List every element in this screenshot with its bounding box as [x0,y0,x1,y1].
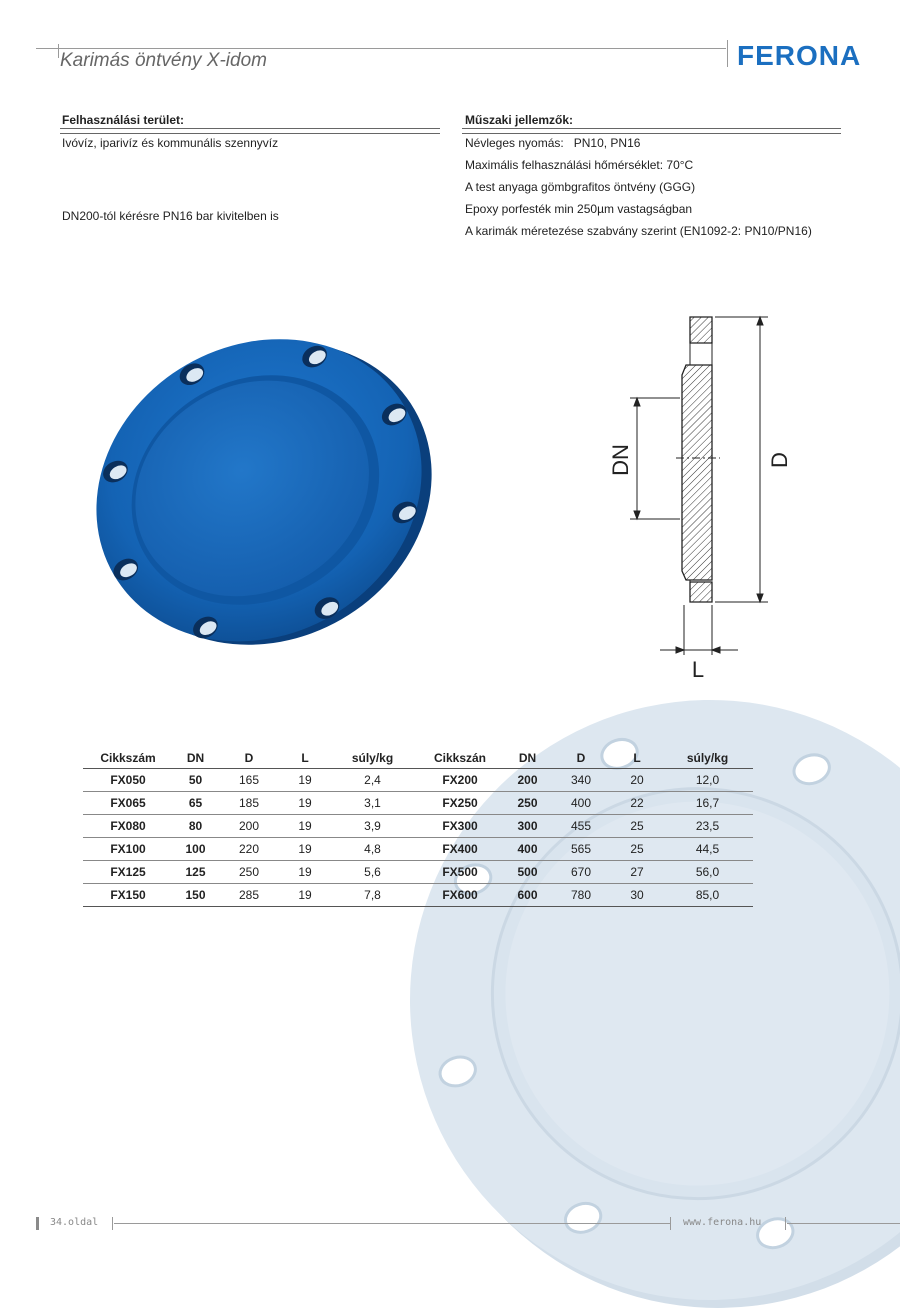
usage-line-1: Ivóvíz, iparivíz és kommunális szennyvíz [62,136,279,150]
table-cell: 16,7 [662,792,753,815]
table-cell: 27 [612,861,662,884]
header-separator [727,40,728,67]
table-cell: 19 [280,769,330,792]
table-cell: 400 [550,792,612,815]
specs-line-1: Maximális felhasználási hőmérséklet: 70°C [465,158,694,172]
table-cell: 220 [218,838,280,861]
table-cell: 50 [173,769,218,792]
specs-heading: Műszaki jellemzők: [465,113,574,127]
col-header: súly/kg [330,748,415,769]
specs-pressure [465,136,640,150]
table-cell: FX050 [83,769,173,792]
drawing-label-d: D [767,452,792,468]
table-row [83,884,753,907]
drawing-label-l: L [691,657,705,682]
drawing-label-dn: DN [608,444,633,476]
table-cell: 400 [505,838,550,861]
table-cell: 185 [218,792,280,815]
flange-product-image [85,320,435,665]
col-header: L [280,748,330,769]
table-row [83,769,753,792]
specs-line-3: Epoxy porfesték min 250µm vastagságban [465,202,693,216]
table-cell: 150 [173,884,218,907]
table-cell: FX200 [415,769,505,792]
usage-heading: Felhasználási terület: [62,113,185,127]
table-cell: 780 [550,884,612,907]
footer-bar [36,1217,39,1230]
footer-rule [114,1223,670,1224]
table-cell: 44,5 [662,838,753,861]
table-cell: 65 [173,792,218,815]
usage-line-2: DN200-tól kérésre PN16 bar kivitelben is [62,209,279,223]
footer-separator [670,1217,671,1230]
col-header: Cikkszám [83,748,173,769]
table-cell: 300 [505,815,550,838]
table-cell: FX150 [83,884,173,907]
pressure-label: Névleges nyomás: [465,136,564,150]
table-cell: 285 [218,884,280,907]
table-cell: 20 [612,769,662,792]
col-header: L [612,748,662,769]
logo-text: FERONA [737,40,862,71]
flange-section-drawing [600,305,800,685]
specs-heading-rule [462,128,841,134]
footer-separator [112,1217,113,1230]
table-row [83,838,753,861]
table-cell: 25 [612,815,662,838]
table-cell: 2,4 [330,769,415,792]
table-cell: FX300 [415,815,505,838]
table-cell: FX125 [83,861,173,884]
page-title: Karimás öntvény X-idom [60,50,267,71]
table-header-row [83,748,753,769]
table-cell: 56,0 [662,861,753,884]
specs-line-4: A karimák méretezése szabvány szerint (EN1092-2: PN10/PN16) [465,224,812,238]
table-cell: FX400 [415,838,505,861]
table-cell: FX100 [83,838,173,861]
table-cell: 5,6 [330,861,415,884]
footer-page-number: 34.oldal [50,1217,99,1228]
table-cell: 3,9 [330,815,415,838]
table-row [83,815,753,838]
table-cell: 19 [280,838,330,861]
footer-url[interactable]: www.ferona.hu [683,1217,762,1228]
table-cell: 3,1 [330,792,415,815]
table-row [83,861,753,884]
table-cell: 80 [173,815,218,838]
product-table [83,748,753,907]
col-header: Cikkszán [415,748,505,769]
table-cell: 250 [218,861,280,884]
col-header: D [218,748,280,769]
specs-line-2: A test anyaga gömbgrafitos öntvény (GGG) [465,180,696,194]
table-cell: 19 [280,884,330,907]
table-cell: 4,8 [330,838,415,861]
table-cell: 19 [280,861,330,884]
table-cell: 100 [173,838,218,861]
table-cell: 125 [173,861,218,884]
table-cell: 25 [612,838,662,861]
header-rule [36,48,726,49]
table-cell: 19 [280,792,330,815]
col-header: DN [505,748,550,769]
footer-separator [785,1217,786,1230]
table-cell: 7,8 [330,884,415,907]
table-cell: 30 [612,884,662,907]
table-cell: 250 [505,792,550,815]
table-cell: 22 [612,792,662,815]
table-cell: 200 [218,815,280,838]
table-cell: FX250 [415,792,505,815]
table-cell: 19 [280,815,330,838]
pressure-value: PN10, PN16 [573,136,641,150]
footer-rule-right [787,1223,900,1224]
table-cell: 600 [505,884,550,907]
col-header: D [550,748,612,769]
table-cell: FX080 [83,815,173,838]
table-cell: 565 [550,838,612,861]
table-cell: 455 [550,815,612,838]
table-cell: FX500 [415,861,505,884]
col-header: súly/kg [662,748,753,769]
table-cell: 340 [550,769,612,792]
table-cell: 200 [505,769,550,792]
col-header: DN [173,748,218,769]
header-tick [58,44,59,58]
table-cell: FX600 [415,884,505,907]
table-row [83,792,753,815]
table-cell: FX065 [83,792,173,815]
table-cell: 12,0 [662,769,753,792]
table-cell: 670 [550,861,612,884]
ferona-logo [737,38,865,72]
table-cell: 500 [505,861,550,884]
table-cell: 85,0 [662,884,753,907]
usage-heading-rule [60,128,440,134]
table-cell: 23,5 [662,815,753,838]
table-cell: 165 [218,769,280,792]
